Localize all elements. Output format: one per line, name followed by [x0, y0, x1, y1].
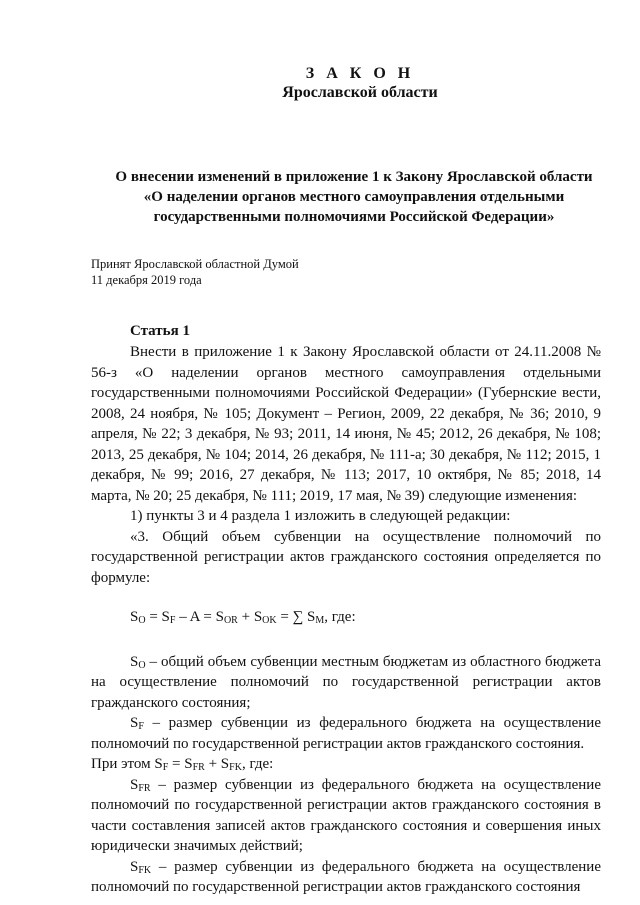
adoption-date: 11 декабря 2019 года: [91, 273, 202, 287]
formula: $S_O = S_F - A = S_{OR} + S_{OK}$ = ∑ $S_M$, где:: [130, 609, 356, 626]
definition-sfr: $S_{FR}$ – размер субвенции из федерального бюджета на осуществление полномочий по государственной регистрации актов гражданского состояния в части составления записей актов гражданского состояния и совершения иных юридически значимых действий;: [91, 776, 601, 854]
definition-so: $S_O$ – общий объем субвенции местным бюджетам из областного бюджета на осуществление полномочий по государственной регистрации актов гражданского состояния;: [91, 653, 601, 711]
definition-sf: $S_F$ – размер субвенции из федерального бюджета на осуществление полномочий по государственной регистрации актов гражданского состояния.: [91, 715, 601, 752]
adoption-note: [91, 256, 299, 288]
item-1: 1) пункты 3 и 4 раздела 1 изложить в следующей редакции:: [130, 508, 511, 524]
article-title: Статья 1: [130, 323, 190, 339]
definition-sfk: $S_{FK}$ – размер субвенции из федерального бюджета на осуществление полномочий по государственной регистрации актов гражданского состояния: [91, 858, 601, 895]
definition-sf-split: При этом $S_F = S_{FR} + S_{FK}$, где:: [91, 756, 274, 773]
law-heading: З А К О Н: [305, 65, 415, 82]
law-title-line: государственными полномочиями Российской Федерации»: [153, 209, 555, 225]
article-body: [91, 342, 601, 898]
law-title-line: «О наделении органов местного самоуправления отдельными: [143, 189, 565, 205]
law-title-line: О внесении изменений в приложение 1 к Закону Ярославской области: [115, 169, 593, 185]
adoption-body: Принят Ярославской областной Думой: [91, 257, 299, 271]
article-intro: Внести в приложение 1 к Закону Ярославской области от 24.11.2008 № 56-з «О наделении органов местного самоуправления отдельными государственными полномочиями Российской Федерации» (Губернские вести, 2008, 24 ноября, № 105; Документ – Регион, 2009, 22 декабря, № 36; 2010, 9 апреля, № 22; 3 декабря, № 93; 2011, 14 июня, № 45; 2012, 26 декабря, № 108; 2013, 25 декабря, № 104; 2014, 26 декабря, № 111-а; 30 декабря, № 112; 2015, 1 декабря, № 99; 2016, 27 декабря, № 113; 2017, 10 октября, № 85; 2018, 14 марта, № 20; 25 декабря, № 111; 2019, 17 мая, № 39) следующие изменения:: [91, 344, 601, 504]
law-title: [108, 167, 600, 227]
point-3: «3. Общий объем субвенции на осуществление полномочий по государственной регистрации актов гражданского состояния определяется по формуле:: [91, 528, 601, 586]
law-region: Ярославской области: [282, 84, 438, 101]
